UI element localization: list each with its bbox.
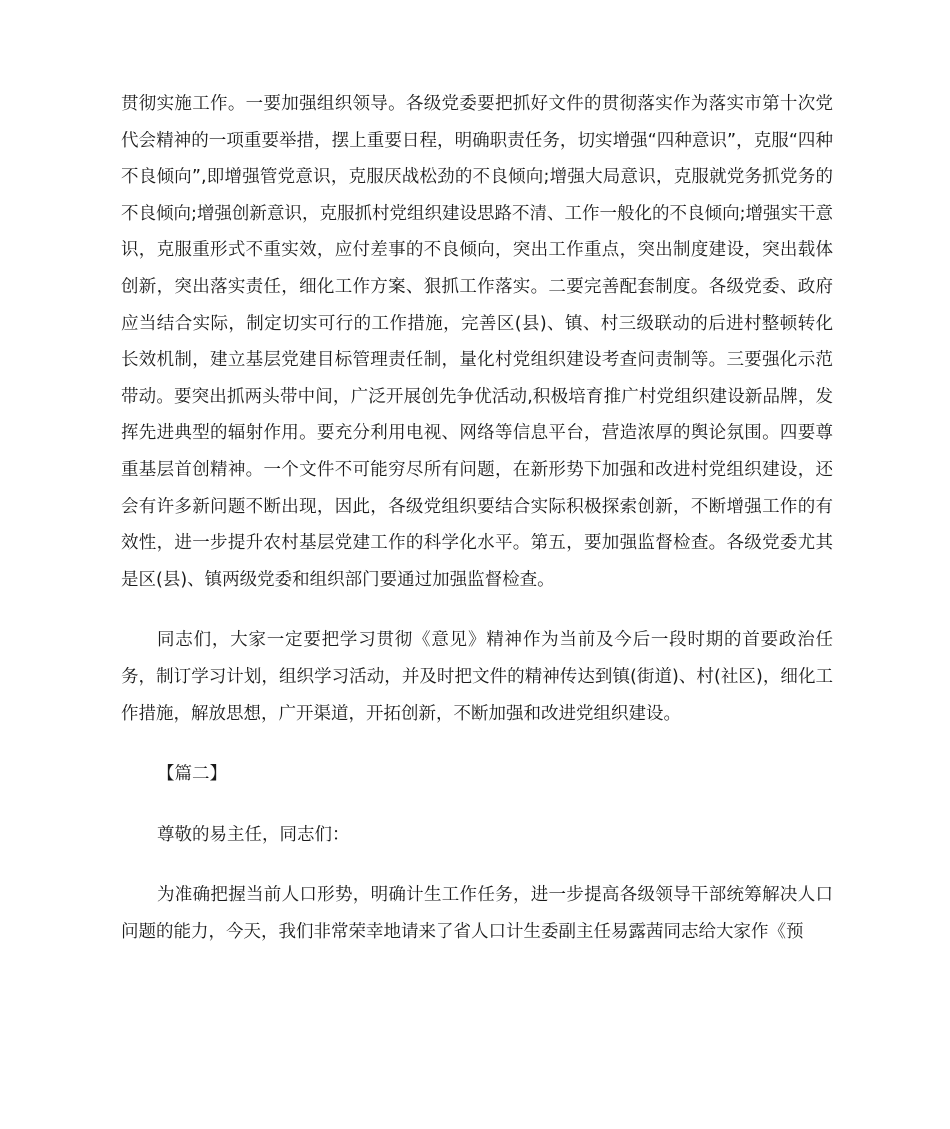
paragraph-comrades-closing: 同志们，大家一定要把学习贯彻《意见》精神作为当前及今后一段时期的首要政治任务，制订学习计划，组织学习活动，并及时把文件的精神传达到镇(街道)、村(社区)，细化工作措施，解放思想，广开渠道，开拓创新，不断加强和改进党组织建设。: [121, 630, 833, 724]
salutation: 尊敬的易主任，同志们：: [157, 824, 350, 845]
paragraph-work-requirements: 贯彻实施工作。一要加强组织领导。各级党委要把抓好文件的贯彻落实作为落实市第十次党代会精神的一项重要举措，摆上重要日程，明确职责任务，切实增强“四种意识”，克服“四种不良倾向”,即增强管党意识，克服厌战松劲的不良倾向;增强大局意识，克服就党务抓党务的不良倾向;增强创新意识，克服抓村党组织建设思路不清、工作一般化的不良倾向;增强实干意识，克服重形式不重实效，应付差事的不良倾向，突出工作重点，突出制度建设，突出载体创新，突出落实责任，细化工作方案、狠抓工作落实。二要完善配套制度。各级党委、政府应当结合实际，制定切实可行的工作措施，完善区(县)、镇、村三级联动的后进村整顿转化长效机制，建立基层党建目标管理责任制，量化村党组织建设考查问责制等。三要强化示范带动。要突出抓两头带中间，广泛开展创先争优活动,积极培育推广村党组织建设新品牌，发挥先进典型的辐射作用。要充分利用电视、网络等信息平台，营造浓厚的舆论氛围。四要尊重基层首创精神。一个文件不可能穷尽所有问题，在新形势下加强和改进村党组织建设，还会有许多新问题不断出现，因此，各级党组织要结合实际积极探索创新，不断增强工作的有效性，进一步提升农村基层党建工作的科学化水平。第五，要加强监督检查。各级党委尤其是区(县)、镇两级党委和组织部门要通过加强监督检查。: [121, 94, 833, 590]
document-body: [121, 86, 833, 950]
paragraph-opening-remarks: 为准确把握当前人口形势，明确计生工作任务，进一步提高各级领导干部统筹解决人口问题的能力，今天，我们非常荣幸地请来了省人口计生委副主任易露茜同志给大家作《预: [121, 885, 833, 942]
section-heading-part-two: 【篇二】: [157, 764, 227, 785]
